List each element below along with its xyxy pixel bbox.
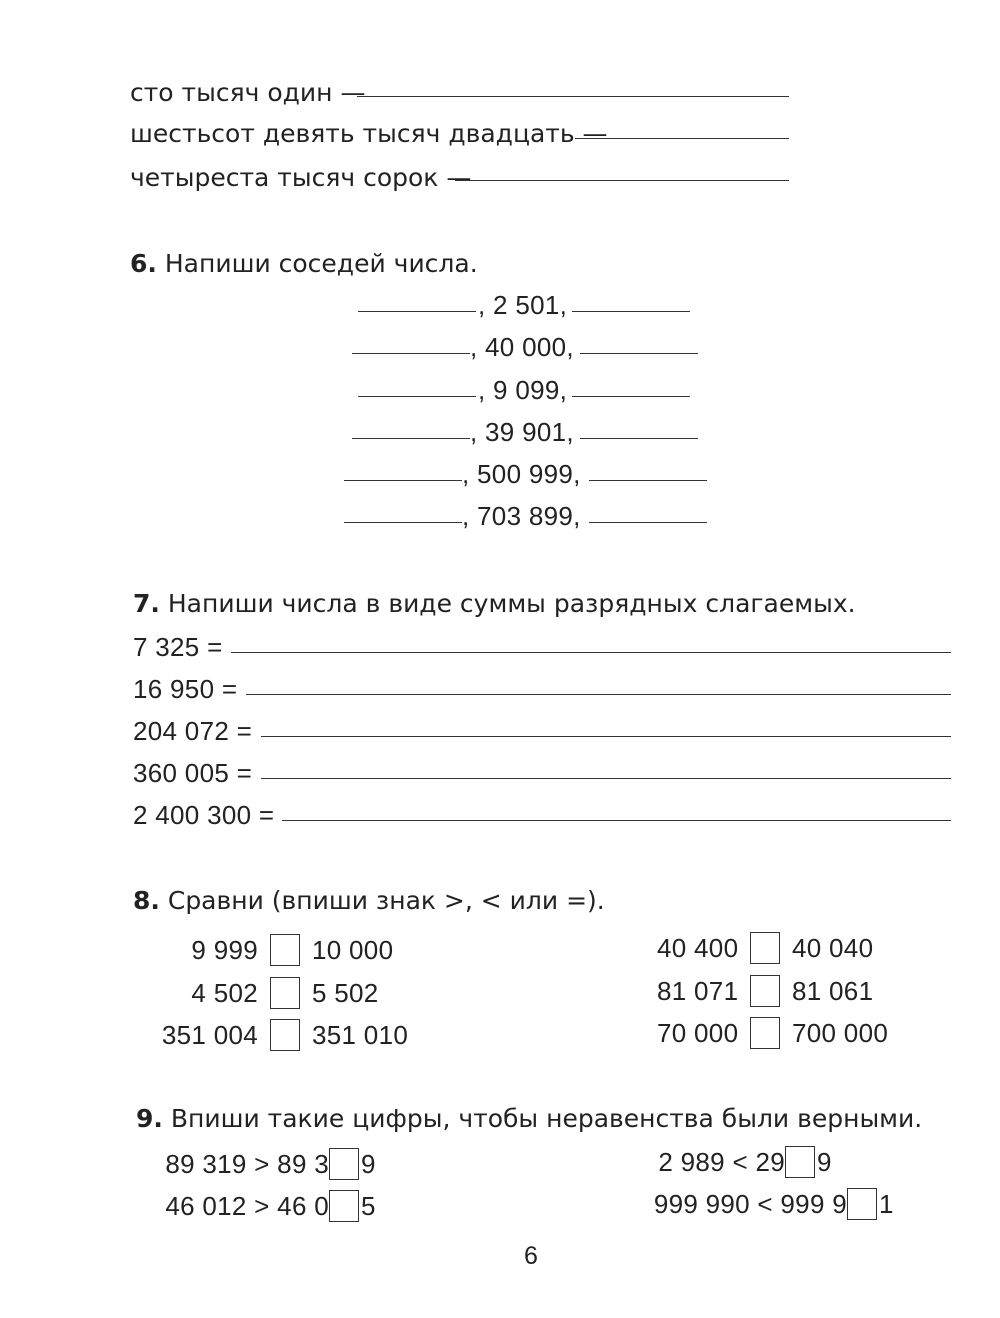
answer-line[interactable] — [575, 138, 789, 139]
answer-line[interactable] — [455, 180, 789, 181]
answer-line[interactable] — [352, 353, 470, 354]
compare-left-value: 40 400 — [657, 933, 739, 963]
digit-box[interactable] — [329, 1190, 359, 1222]
task-title: Сравни (впиши знак >, < или =). — [167, 886, 605, 915]
compare-sign-box[interactable] — [270, 934, 300, 966]
number-word-2: шестьсот девять тысяч двадцать — — [130, 119, 608, 148]
number-word-3: четыреста тысяч сорок — — [130, 163, 472, 192]
digit-box[interactable] — [785, 1146, 815, 1178]
compare-right-value: 351 010 — [312, 1020, 409, 1050]
compare-sign-box[interactable] — [750, 975, 780, 1007]
digit-box[interactable] — [847, 1188, 877, 1220]
compare-sign-box[interactable] — [270, 1019, 300, 1051]
task-number: 7. — [133, 589, 160, 618]
answer-line[interactable] — [357, 96, 789, 97]
answer-line[interactable] — [231, 652, 951, 653]
answer-line[interactable] — [358, 396, 476, 397]
answer-line[interactable] — [261, 778, 951, 779]
compare-left-value: 81 071 — [657, 976, 739, 1006]
expanded-form-number: 16 950 = — [133, 674, 238, 704]
answer-line[interactable] — [572, 396, 690, 397]
task-title: Напиши соседей числа. — [164, 249, 478, 278]
neighbor-number: , 703 899, — [462, 501, 581, 531]
inequality-left-part: 2 989 < 29 — [658, 1147, 785, 1177]
compare-left-value: 9 999 — [191, 935, 258, 965]
expanded-form-number: 2 400 300 = — [133, 800, 275, 830]
answer-line[interactable] — [589, 480, 707, 481]
answer-line[interactable] — [589, 522, 707, 523]
inequality-right-part: 9 — [817, 1147, 832, 1177]
inequality-left-part: 46 012 > 46 0 — [165, 1191, 329, 1221]
answer-line[interactable] — [282, 820, 951, 821]
expanded-form-number: 360 005 = — [133, 758, 253, 788]
page-number: 6 — [524, 1242, 538, 1270]
task-title: Напиши числа в виде суммы разрядных слагаемых. — [167, 589, 856, 618]
answer-line[interactable] — [572, 311, 690, 312]
compare-right-value: 700 000 — [792, 1018, 889, 1048]
digit-box[interactable] — [329, 1148, 359, 1180]
expanded-form-number: 7 325 = — [133, 632, 223, 662]
answer-line[interactable] — [246, 694, 951, 695]
answer-line[interactable] — [344, 480, 462, 481]
task-number: 8. — [133, 886, 160, 915]
compare-left-value: 4 502 — [191, 978, 258, 1008]
answer-line[interactable] — [580, 353, 698, 354]
compare-right-value: 5 502 — [312, 978, 379, 1008]
answer-line[interactable] — [580, 438, 698, 439]
compare-sign-box[interactable] — [750, 1017, 780, 1049]
inequality-left-part: 999 990 < 999 9 — [653, 1189, 847, 1219]
task-9-heading — [136, 1106, 922, 1131]
answer-line[interactable] — [344, 522, 462, 523]
compare-left-value: 70 000 — [657, 1018, 739, 1048]
compare-sign-box[interactable] — [270, 977, 300, 1009]
task-8-heading — [133, 888, 605, 913]
answer-line[interactable] — [352, 438, 470, 439]
neighbor-number: , 39 901, — [470, 417, 574, 447]
compare-right-value: 10 000 — [312, 935, 394, 965]
compare-right-value: 81 061 — [792, 976, 874, 1006]
neighbor-number: , 500 999, — [462, 459, 581, 489]
neighbor-number: , 9 099, — [478, 375, 568, 405]
task-title: Впиши такие цифры, чтобы неравенства были верными. — [170, 1104, 923, 1133]
task-number: 6. — [130, 249, 157, 278]
number-word-1: сто тысяч один — — [130, 78, 366, 107]
expanded-form-number: 204 072 = — [133, 716, 253, 746]
compare-left-value: 351 004 — [161, 1020, 258, 1050]
task-6-heading — [130, 251, 478, 276]
answer-line[interactable] — [358, 311, 476, 312]
inequality-left-part: 89 319 > 89 3 — [165, 1149, 329, 1179]
inequality-right-part: 5 — [361, 1191, 376, 1221]
inequality-right-part: 9 — [361, 1149, 376, 1179]
task-7-heading — [133, 591, 856, 616]
inequality-right-part: 1 — [879, 1189, 894, 1219]
compare-right-value: 40 040 — [792, 933, 874, 963]
compare-sign-box[interactable] — [750, 932, 780, 964]
neighbor-number: , 40 000, — [470, 332, 574, 362]
answer-line[interactable] — [261, 736, 951, 737]
task-number: 9. — [136, 1104, 163, 1133]
neighbor-number: , 2 501, — [478, 290, 568, 320]
